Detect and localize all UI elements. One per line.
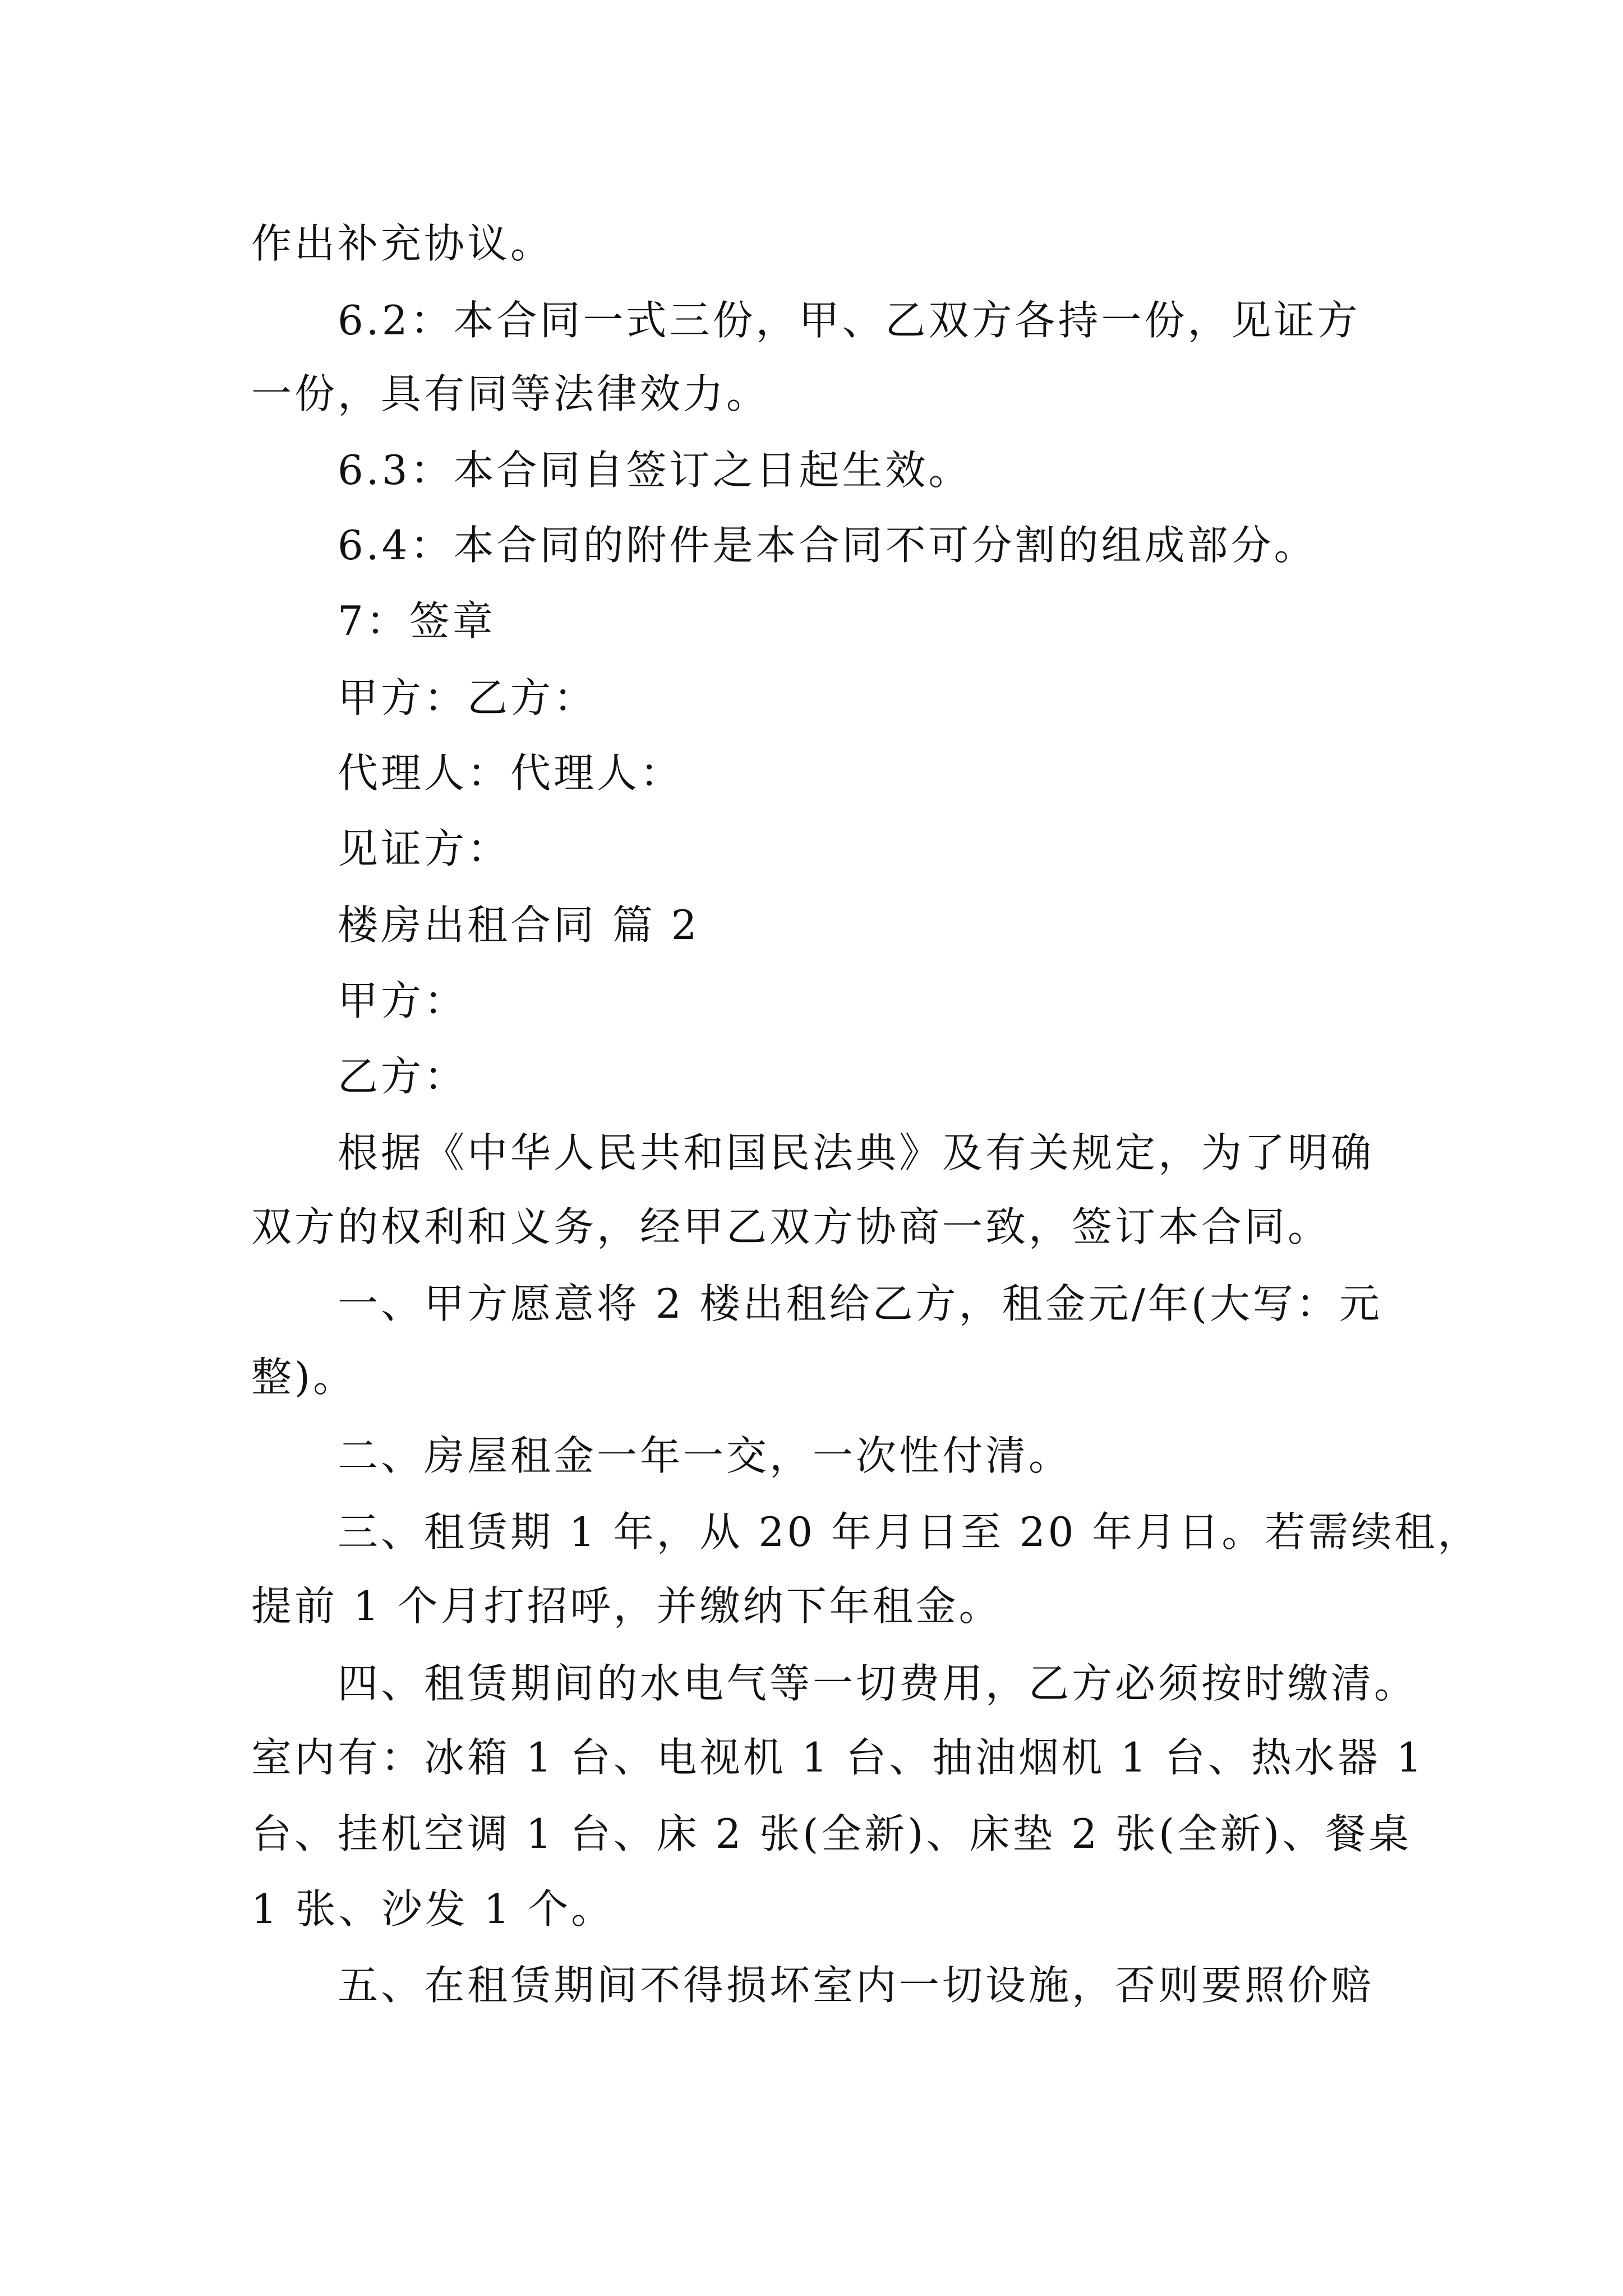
- text-line: 一份，具有同等法律效力。: [251, 370, 770, 417]
- text-line: 7：签章: [338, 597, 496, 645]
- text-line: 一、甲方愿意将 2 楼出租给乙方，租金元/年(大写：元: [338, 1280, 1382, 1327]
- text-line: 作出补充协议。: [251, 220, 554, 267]
- text-line: 代理人：代理人：: [338, 749, 684, 797]
- text-line: 四、租赁期间的水电气等一切费用，乙方必须按时缴清。: [338, 1660, 1418, 1707]
- text-line: 甲方：: [338, 977, 468, 1024]
- section-heading: 楼房出租合同 篇 2: [338, 901, 700, 949]
- text-line: 提前 1 个月打招呼，并缴纳下年租金。: [251, 1582, 1002, 1630]
- text-line: 双方的权利和义务，经甲乙双方协商一致，签订本合同。: [251, 1203, 1331, 1250]
- text-line: 甲方：乙方：: [338, 674, 597, 721]
- text-line: 台、挂机空调 1 台、床 2 张(全新)、床垫 2 张(全新)、餐桌: [251, 1810, 1412, 1857]
- text-line: 整)。: [251, 1354, 357, 1401]
- text-line: 室内有：冰箱 1 台、电视机 1 台、抽油烟机 1 台、热水器 1: [251, 1734, 1425, 1781]
- text-line: 6.2：本合同一式三份，甲、乙双方各持一份，见证方: [338, 297, 1361, 344]
- text-line: 根据《中华人民共和国民法典》及有关规定，为了明确: [338, 1129, 1375, 1176]
- text-line: 6.4：本合同的附件是本合同不可分割的组成部分。: [338, 522, 1317, 569]
- text-line: 6.3：本合同自签订之日起生效。: [338, 447, 972, 494]
- text-line: 乙方：: [338, 1053, 468, 1100]
- text-line: 1 张、沙发 1 个。: [251, 1885, 615, 1932]
- text-line: 二、房屋租金一年一交，一次性付清。: [338, 1432, 1072, 1479]
- text-line: 三、租赁期 1 年，从 20 年月日至 20 年月日。若需续租，: [338, 1508, 1481, 1556]
- text-line: 见证方：: [338, 825, 511, 872]
- text-line: 五、在租赁期间不得损坏室内一切设施，否则要照价赔: [338, 1962, 1375, 2009]
